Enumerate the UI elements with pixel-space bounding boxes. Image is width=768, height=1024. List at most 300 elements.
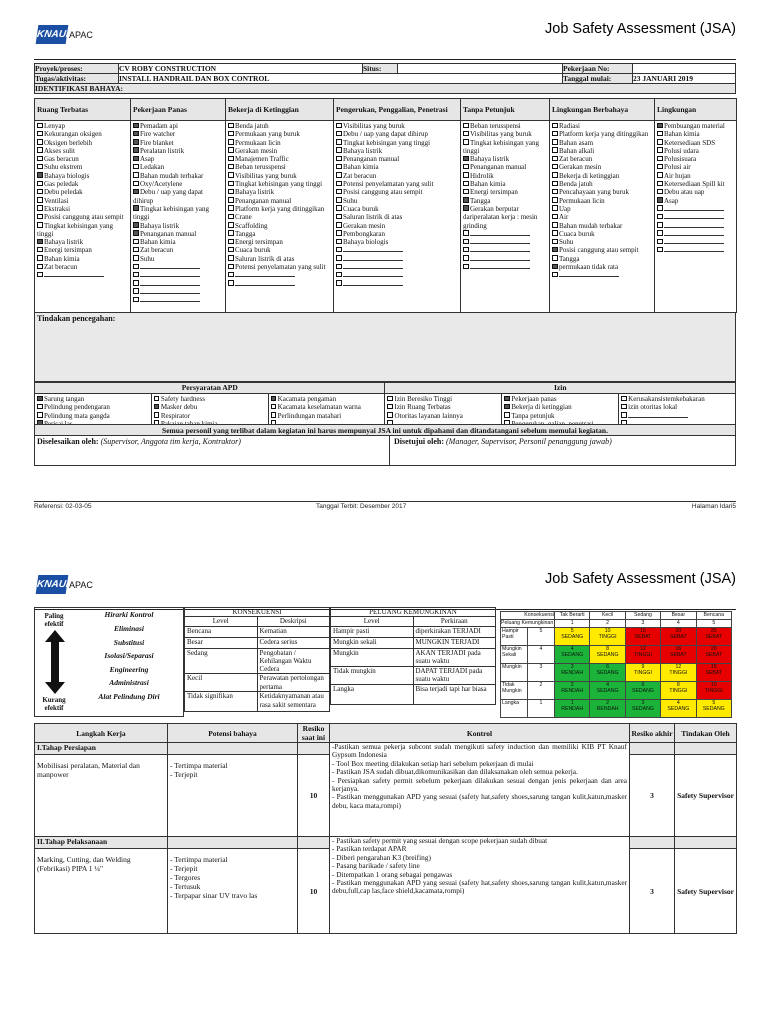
hazard-checkbox[interactable] (552, 230, 652, 238)
checkbox-icon[interactable] (504, 396, 510, 402)
hazard-checkbox[interactable] (336, 230, 458, 238)
hazard-checkbox[interactable] (133, 280, 223, 288)
checkbox-icon[interactable] (228, 280, 234, 286)
checkbox-icon[interactable] (463, 172, 469, 178)
checkbox-icon[interactable] (336, 272, 342, 278)
hazard-checkbox[interactable] (37, 263, 128, 271)
hazard-checkbox[interactable] (657, 222, 734, 230)
apd-checkbox[interactable] (154, 403, 266, 411)
hazard-checkbox[interactable] (463, 263, 547, 271)
hazard-checkbox[interactable] (552, 147, 652, 155)
hazard-checkbox[interactable] (657, 172, 734, 180)
checkbox-icon[interactable] (228, 205, 234, 211)
hazard-checkbox[interactable] (228, 180, 331, 188)
hazard-checkbox[interactable] (228, 271, 331, 279)
checkbox-icon[interactable] (657, 197, 663, 203)
checkbox-icon[interactable] (336, 280, 342, 286)
checkbox-icon[interactable] (552, 156, 558, 162)
izin-checkbox[interactable] (621, 403, 733, 411)
hazard-checkbox[interactable] (463, 155, 547, 163)
hazard-checkbox[interactable] (228, 246, 331, 254)
checkbox-icon[interactable] (228, 255, 234, 261)
hazard-checkbox[interactable] (463, 122, 547, 130)
hazard-checkbox[interactable] (228, 139, 331, 147)
checkbox-icon[interactable] (463, 189, 469, 195)
checkbox-icon[interactable] (552, 123, 558, 129)
checkbox-icon[interactable] (657, 181, 663, 187)
checkbox-icon[interactable] (133, 164, 139, 170)
hazard-checkbox[interactable] (657, 213, 734, 221)
apd-checkbox[interactable] (37, 412, 149, 420)
hazard-checkbox[interactable] (37, 130, 128, 138)
hazard-checkbox[interactable] (133, 180, 223, 188)
checkbox-label: Pemadam api (140, 122, 178, 130)
hazard-checkbox[interactable] (133, 188, 223, 205)
apd-checkbox[interactable] (271, 395, 383, 403)
checkbox-icon[interactable] (463, 156, 469, 162)
hazard-checkbox[interactable] (37, 122, 128, 130)
hazard-checkbox[interactable] (552, 163, 652, 171)
checkbox-icon[interactable] (154, 396, 160, 402)
checkbox-icon[interactable] (657, 222, 663, 228)
checkbox-icon[interactable] (228, 230, 234, 236)
hazard-checkbox[interactable] (228, 122, 331, 130)
checkbox-icon[interactable] (228, 214, 234, 220)
checkbox-icon[interactable] (336, 181, 342, 187)
hazard-checkbox[interactable] (228, 197, 331, 205)
hazard-checkbox[interactable] (336, 130, 458, 138)
checkbox-icon[interactable] (228, 172, 234, 178)
hazard-checkbox[interactable] (37, 222, 128, 239)
hazard-checkbox[interactable] (463, 188, 547, 196)
checkbox-icon[interactable] (657, 247, 663, 253)
checkbox-icon[interactable] (228, 181, 234, 187)
hazard-checkbox[interactable] (133, 288, 223, 296)
checkbox-icon[interactable] (228, 239, 234, 245)
hazard-checkbox[interactable] (552, 139, 652, 147)
hazard-checkbox[interactable] (228, 155, 331, 163)
checkbox-icon[interactable] (228, 131, 234, 137)
checkbox-icon[interactable] (463, 205, 469, 211)
checkbox-label: Bahan kimia (140, 238, 176, 247)
checkbox-icon[interactable] (133, 297, 139, 303)
hazard-checkbox[interactable] (228, 238, 331, 246)
hazard-checkbox[interactable] (657, 130, 734, 138)
checkbox-icon[interactable] (228, 197, 234, 203)
hazard-checkbox[interactable] (336, 197, 458, 205)
checkbox-icon[interactable] (228, 147, 234, 153)
hazard-checkbox[interactable] (336, 180, 458, 188)
checkbox-icon[interactable] (37, 264, 43, 270)
checkbox-icon[interactable] (336, 230, 342, 236)
checkbox-icon[interactable] (133, 181, 139, 187)
checkbox-icon[interactable] (463, 264, 469, 270)
checkbox-icon[interactable] (336, 239, 342, 245)
hazard-checkbox[interactable] (657, 230, 734, 238)
hazard-checkbox[interactable] (228, 280, 331, 288)
checkbox-icon[interactable] (657, 139, 663, 145)
checkbox-icon[interactable] (463, 181, 469, 187)
checkbox-icon[interactable] (463, 247, 469, 253)
checkbox-icon[interactable] (37, 164, 43, 170)
checkbox-icon[interactable] (37, 396, 43, 402)
hazard-checkbox[interactable] (463, 163, 547, 171)
step-desc: Marking, Cutting, dan Welding (Febrikasi) PIPA 1 ¼" (35, 849, 168, 934)
checkbox-icon[interactable] (552, 272, 558, 278)
hazard-checkbox[interactable] (336, 147, 458, 155)
hazard-checkbox[interactable] (336, 155, 458, 163)
hazard-checkbox[interactable] (336, 205, 458, 213)
checkbox-icon[interactable] (552, 131, 558, 137)
checkbox-icon[interactable] (336, 139, 342, 145)
hazard-checkbox[interactable] (657, 139, 734, 147)
apd-checkbox[interactable] (154, 412, 266, 420)
hazard-checkbox[interactable] (228, 172, 331, 180)
hazard-checkbox[interactable] (228, 205, 331, 213)
hazard-checkbox[interactable] (552, 263, 652, 271)
hazard-checkbox[interactable] (133, 238, 223, 246)
hazard-checkbox[interactable] (657, 180, 734, 188)
checkbox-icon[interactable] (336, 131, 342, 137)
checkbox-icon[interactable] (463, 139, 469, 145)
checkbox-icon[interactable] (271, 404, 277, 410)
hazard-checkbox[interactable] (228, 130, 331, 138)
checkbox-icon[interactable] (657, 172, 663, 178)
hazard-checkbox[interactable] (133, 147, 223, 155)
checkbox-icon[interactable] (37, 272, 43, 278)
hazard-checkbox[interactable] (37, 271, 128, 279)
hazard-checkbox[interactable] (552, 172, 652, 180)
checkbox-label: Tingkat kebisingan yang tinggi (235, 180, 323, 189)
checkbox-icon[interactable] (271, 412, 277, 418)
checkbox-icon[interactable] (463, 255, 469, 261)
checkbox-icon[interactable] (228, 222, 234, 228)
checkbox-icon[interactable] (37, 197, 43, 203)
checkbox-icon[interactable] (133, 272, 139, 278)
apac-label-2: APAC (69, 580, 93, 590)
hazard-checkbox[interactable] (552, 213, 652, 221)
hazard-checkbox[interactable] (463, 238, 547, 246)
hazard-checkbox[interactable] (552, 255, 652, 263)
hazard-checkbox[interactable] (552, 122, 652, 130)
hazard-checkbox[interactable] (133, 230, 223, 238)
checkbox-icon[interactable] (336, 164, 342, 170)
hazard-checkbox[interactable] (657, 163, 734, 171)
izin-checkbox[interactable] (504, 403, 616, 411)
hazard-checkbox[interactable] (133, 122, 223, 130)
checkbox-icon[interactable] (621, 412, 627, 418)
checkbox-icon[interactable] (37, 247, 43, 253)
hazard-checkbox[interactable] (336, 188, 458, 196)
checkbox-icon[interactable] (228, 247, 234, 253)
checkbox-icon[interactable] (37, 214, 43, 220)
hazard-checkbox[interactable] (552, 238, 652, 246)
apd-checkbox[interactable] (154, 395, 266, 403)
hazard-checkbox[interactable] (657, 246, 734, 254)
hazard-checkbox[interactable] (336, 213, 458, 221)
checkbox-icon[interactable] (336, 172, 342, 178)
checkbox-icon[interactable] (133, 288, 139, 294)
izin-checkbox[interactable] (504, 395, 616, 403)
checkbox-icon[interactable] (552, 255, 558, 261)
hazard-checkbox[interactable] (37, 246, 128, 254)
izin-checkbox[interactable] (621, 412, 733, 420)
apd-checkbox[interactable] (271, 412, 383, 420)
checkbox-icon[interactable] (228, 156, 234, 162)
checkbox-icon[interactable] (336, 189, 342, 195)
checkbox-icon[interactable] (552, 239, 558, 245)
checkbox-label: Gas beracun (44, 155, 79, 164)
checkbox-icon[interactable] (552, 172, 558, 178)
hazard-checkbox[interactable] (37, 155, 128, 163)
hazard-checkbox[interactable] (37, 147, 128, 155)
hazard-checkbox[interactable] (552, 130, 652, 138)
hazard-checkbox[interactable] (133, 296, 223, 304)
checkbox-icon[interactable] (133, 172, 139, 178)
hazard-checkbox[interactable] (37, 188, 128, 196)
checkbox-icon[interactable] (37, 139, 43, 145)
checkbox-icon[interactable] (336, 197, 342, 203)
hazard-checkbox[interactable] (552, 188, 652, 196)
izin-checkbox[interactable] (504, 412, 616, 420)
apd-checkbox[interactable] (37, 395, 149, 403)
checkbox-icon[interactable] (37, 156, 43, 162)
hazard-checkbox[interactable] (463, 130, 547, 138)
checkbox-icon[interactable] (133, 139, 139, 145)
checkbox-icon[interactable] (37, 189, 43, 195)
checkbox-icon[interactable] (37, 147, 43, 153)
hazard-checkbox[interactable] (552, 246, 652, 254)
hazard-checkbox[interactable] (463, 197, 547, 205)
checkbox-icon[interactable] (463, 123, 469, 129)
hazard-checkbox[interactable] (463, 255, 547, 263)
checkbox-icon[interactable] (228, 189, 234, 195)
checkbox-icon[interactable] (133, 205, 139, 211)
checkbox-icon[interactable] (133, 189, 139, 195)
hazard-checkbox[interactable] (463, 139, 547, 156)
checkbox-icon[interactable] (552, 247, 558, 253)
hazard-checkbox[interactable] (133, 155, 223, 163)
checkbox-icon[interactable] (552, 222, 558, 228)
hazard-checkbox[interactable] (133, 130, 223, 138)
checkbox-icon[interactable] (133, 255, 139, 261)
checkbox-icon[interactable] (463, 164, 469, 170)
hazard-checkbox[interactable] (133, 139, 223, 147)
checkbox-icon[interactable] (37, 255, 43, 261)
checkbox-icon[interactable] (154, 404, 160, 410)
checkbox-icon[interactable] (552, 147, 558, 153)
checkbox-icon[interactable] (133, 131, 139, 137)
checkbox-icon[interactable] (37, 412, 43, 418)
checkbox-icon[interactable] (552, 197, 558, 203)
hazard-checkbox[interactable] (657, 122, 734, 130)
checkbox-icon[interactable] (133, 147, 139, 153)
hazard-checkbox[interactable] (133, 271, 223, 279)
hazard-checkbox[interactable] (657, 238, 734, 246)
hazard-checkbox[interactable] (37, 197, 128, 205)
checkbox-icon[interactable] (552, 205, 558, 211)
checkbox-icon[interactable] (37, 205, 43, 211)
checkbox-icon[interactable] (37, 131, 43, 137)
checkbox-icon[interactable] (228, 164, 234, 170)
hazard-checkbox[interactable] (133, 205, 223, 222)
checkbox-icon[interactable] (336, 255, 342, 261)
checkbox-icon[interactable] (133, 222, 139, 228)
checkbox-icon[interactable] (504, 404, 510, 410)
hazard-checkbox[interactable] (336, 172, 458, 180)
checkbox-icon[interactable] (552, 189, 558, 195)
hazard-checkbox[interactable] (336, 246, 458, 254)
hazard-checkbox[interactable] (552, 271, 652, 279)
hazard-checkbox[interactable] (228, 188, 331, 196)
hazard-checkbox[interactable] (657, 197, 734, 205)
hazard-checkbox[interactable] (463, 246, 547, 254)
apd-checkbox[interactable] (37, 403, 149, 411)
checkbox-icon[interactable] (387, 404, 393, 410)
hazard-checkbox[interactable] (336, 163, 458, 171)
checkbox-icon[interactable] (657, 147, 663, 153)
hazard-checkbox[interactable] (552, 155, 652, 163)
hazard-checkbox[interactable] (228, 163, 331, 171)
checkbox-icon[interactable] (552, 214, 558, 220)
checkbox-icon[interactable] (657, 214, 663, 220)
izin-checkbox[interactable] (387, 403, 499, 411)
hazard-checkbox[interactable] (657, 188, 734, 196)
checkbox-icon[interactable] (504, 412, 510, 418)
hazard-checkbox[interactable] (228, 230, 331, 238)
hazard-checkbox[interactable] (336, 255, 458, 263)
checkbox-icon[interactable] (552, 264, 558, 270)
checkbox-icon[interactable] (133, 280, 139, 286)
checkbox-icon[interactable] (336, 247, 342, 253)
checkbox-icon[interactable] (552, 164, 558, 170)
checkbox-icon[interactable] (463, 239, 469, 245)
hazard-checkbox[interactable] (37, 172, 128, 180)
checkbox-icon[interactable] (387, 396, 393, 402)
hazard-checkbox[interactable] (336, 122, 458, 130)
hazard-checkbox[interactable] (37, 255, 128, 263)
checkbox-icon[interactable] (463, 230, 469, 236)
apd-checkbox[interactable] (271, 403, 383, 411)
hazard-checkbox[interactable] (37, 213, 128, 221)
checkbox-icon[interactable] (621, 396, 627, 402)
checkbox-icon[interactable] (657, 230, 663, 236)
checkbox-icon[interactable] (133, 230, 139, 236)
hazard-checkbox[interactable] (463, 172, 547, 180)
checkbox-icon[interactable] (552, 230, 558, 236)
checkbox-icon[interactable] (228, 272, 234, 278)
hazard-checkbox[interactable] (133, 163, 223, 171)
hazard-checkbox[interactable] (37, 205, 128, 213)
hazard-checkbox[interactable] (37, 139, 128, 147)
checkbox-icon[interactable] (133, 247, 139, 253)
hazard-checkbox[interactable] (336, 238, 458, 246)
hazard-checkbox[interactable] (228, 213, 331, 221)
checkbox-icon[interactable] (133, 156, 139, 162)
checkbox-icon[interactable] (336, 264, 342, 270)
checkbox-icon[interactable] (133, 264, 139, 270)
hazard-checkbox[interactable] (336, 222, 458, 230)
checkbox-icon[interactable] (154, 412, 160, 418)
hazard-checkbox[interactable] (133, 263, 223, 271)
hazard-checkbox[interactable] (657, 205, 734, 213)
checkbox-icon[interactable] (37, 222, 43, 228)
hazard-checkbox[interactable] (228, 147, 331, 155)
hazard-checkbox[interactable] (133, 246, 223, 254)
checkbox-icon[interactable] (37, 404, 43, 410)
checkbox-icon[interactable] (657, 239, 663, 245)
checkbox-icon[interactable] (336, 222, 342, 228)
hazard-checkbox[interactable] (463, 180, 547, 188)
checkbox-icon[interactable] (336, 123, 342, 129)
checkbox-icon[interactable] (271, 396, 277, 402)
hazard-checkbox[interactable] (37, 163, 128, 171)
hazard-checkbox[interactable] (336, 139, 458, 147)
checkbox-icon[interactable] (621, 404, 627, 410)
hazard-checkbox[interactable] (133, 222, 223, 230)
checkbox-icon[interactable] (657, 189, 663, 195)
hazard-checkbox[interactable] (657, 147, 734, 155)
hazard-checkbox[interactable] (133, 255, 223, 263)
checkbox-icon[interactable] (552, 181, 558, 187)
checkbox-icon[interactable] (228, 139, 234, 145)
checkbox-icon[interactable] (657, 205, 663, 211)
izin-checkbox[interactable] (621, 395, 733, 403)
hazard-checkbox[interactable] (228, 263, 331, 271)
checkbox-icon[interactable] (336, 147, 342, 153)
checkbox-icon[interactable] (336, 205, 342, 211)
hazard-checkbox[interactable] (552, 197, 652, 205)
checkbox-icon[interactable] (336, 214, 342, 220)
hazard-checkbox[interactable] (37, 238, 128, 246)
hazard-checkbox[interactable] (552, 180, 652, 188)
checkbox-icon[interactable] (37, 239, 43, 245)
izin-checkbox[interactable] (387, 395, 499, 403)
checkbox-icon[interactable] (37, 123, 43, 129)
hazard-checkbox[interactable] (336, 280, 458, 288)
checkbox-icon[interactable] (657, 123, 663, 129)
hazard-checkbox[interactable] (228, 255, 331, 263)
hazard-checkbox[interactable] (336, 271, 458, 279)
checkbox-icon[interactable] (552, 139, 558, 145)
checkbox-icon[interactable] (336, 156, 342, 162)
izin-checkbox[interactable] (387, 412, 499, 420)
checkbox-icon[interactable] (657, 156, 663, 162)
hazard-checkbox[interactable] (552, 205, 652, 213)
checkbox-label: Akses sulit (44, 146, 75, 155)
checkbox-icon[interactable] (463, 197, 469, 203)
hazard-checkbox[interactable] (228, 222, 331, 230)
checkbox-icon[interactable] (228, 264, 234, 270)
checkbox-label: Zat beracun (140, 246, 174, 255)
checkbox-icon[interactable] (133, 123, 139, 129)
checkbox-icon[interactable] (133, 239, 139, 245)
hazard-checkbox[interactable] (133, 172, 223, 180)
checkbox-icon[interactable] (657, 164, 663, 170)
checkbox-icon[interactable] (37, 172, 43, 178)
hazard-checkbox[interactable] (37, 180, 128, 188)
checkbox-icon[interactable] (37, 181, 43, 187)
checkbox-icon[interactable] (387, 412, 393, 418)
hazard-checkbox[interactable] (336, 263, 458, 271)
hazard-checkbox[interactable] (463, 205, 547, 230)
hazard-checkbox[interactable] (552, 222, 652, 230)
hazard-checkbox[interactable] (463, 230, 547, 238)
checkbox-icon[interactable] (463, 131, 469, 137)
checkbox-icon[interactable] (657, 131, 663, 137)
hazard-checkbox[interactable] (657, 155, 734, 163)
checkbox-icon[interactable] (228, 123, 234, 129)
